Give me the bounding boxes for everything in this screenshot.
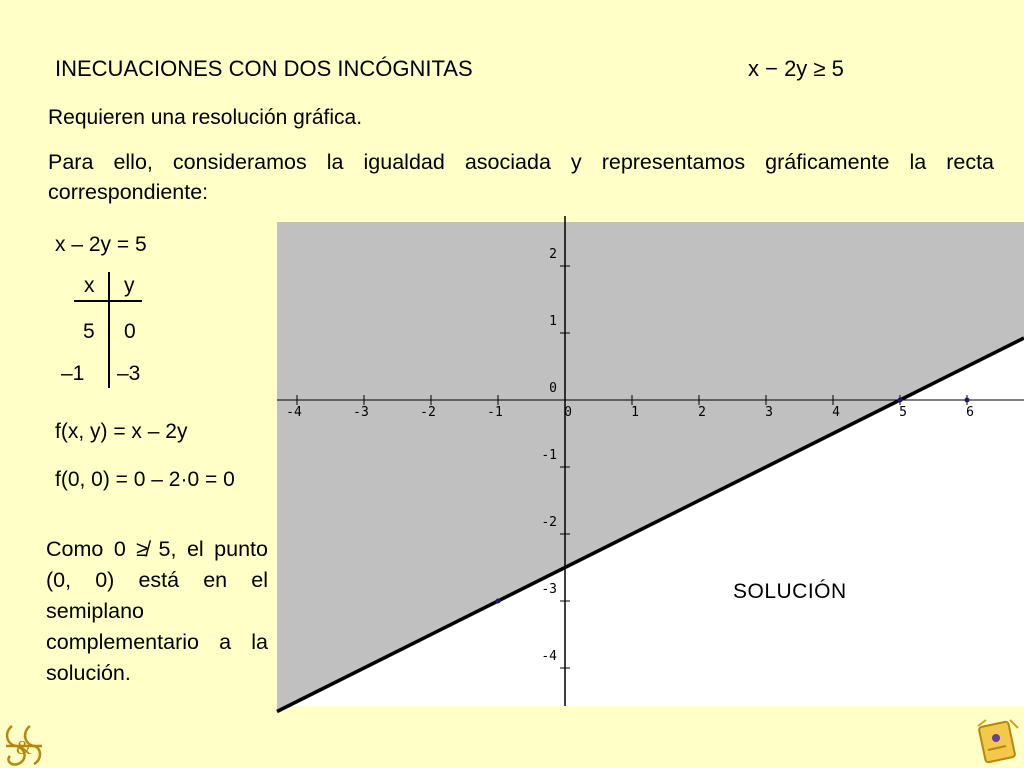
slide-title: INECUACIONES CON DOS INCÓGNITAS [55, 56, 473, 81]
svg-text:&: & [16, 737, 32, 759]
x-tick-label: -4 [286, 405, 302, 420]
table-header-y: y [124, 274, 135, 297]
conclusion-text: Como 0 ≱ 5, el punto (0, 0) está en el semiplano complementario a la solución. [46, 537, 268, 685]
solution-label: SOLUCIÓN [733, 580, 847, 603]
table-cell: –1 [61, 362, 85, 385]
x-tick-label: -3 [353, 405, 369, 420]
marked-point [496, 599, 501, 604]
explanation-text: Para ello, consideramos la igualdad asociada y representamos gráficamente la recta correspondiente: [48, 150, 994, 204]
marked-point [898, 398, 903, 403]
x-tick-label: 2 [698, 405, 706, 420]
corner-logo-left [0, 722, 48, 768]
y-tick-label: 0 [549, 381, 557, 396]
y-tick-label: -2 [541, 515, 557, 530]
function-definition: f(x, y) = x – 2y [55, 420, 188, 443]
table-cell: 0 [124, 320, 136, 343]
marked-point [965, 398, 970, 403]
corner-logo-right [972, 716, 1022, 766]
x-tick-label: 6 [966, 405, 974, 420]
intro-text: Requieren una resolución gráfica. [48, 106, 363, 129]
y-tick-label: 1 [549, 314, 557, 329]
equation: x – 2y = 5 [55, 233, 147, 256]
table-cell: –3 [117, 362, 141, 385]
x-tick-label: 4 [832, 405, 840, 420]
x-tick-label: 1 [631, 405, 639, 420]
y-tick-label: -1 [541, 448, 557, 463]
table-horizontal-rule [74, 300, 142, 302]
table-vertical-rule [108, 272, 110, 388]
x-tick-label: 0 [564, 405, 572, 420]
x-tick-label: -2 [420, 405, 436, 420]
table-cell: 5 [83, 320, 95, 343]
inequality: x − 2y ≥ 5 [748, 56, 844, 81]
x-tick-label: 5 [899, 405, 907, 420]
y-tick-label: -3 [541, 582, 557, 597]
y-tick-label: -4 [541, 649, 557, 664]
function-evaluation: f(0, 0) = 0 – 2·0 = 0 [55, 468, 235, 491]
y-tick-label: 2 [549, 247, 557, 262]
x-tick-label: 3 [765, 405, 773, 420]
table-header-x: x [84, 274, 95, 297]
x-tick-label: -1 [487, 405, 503, 420]
